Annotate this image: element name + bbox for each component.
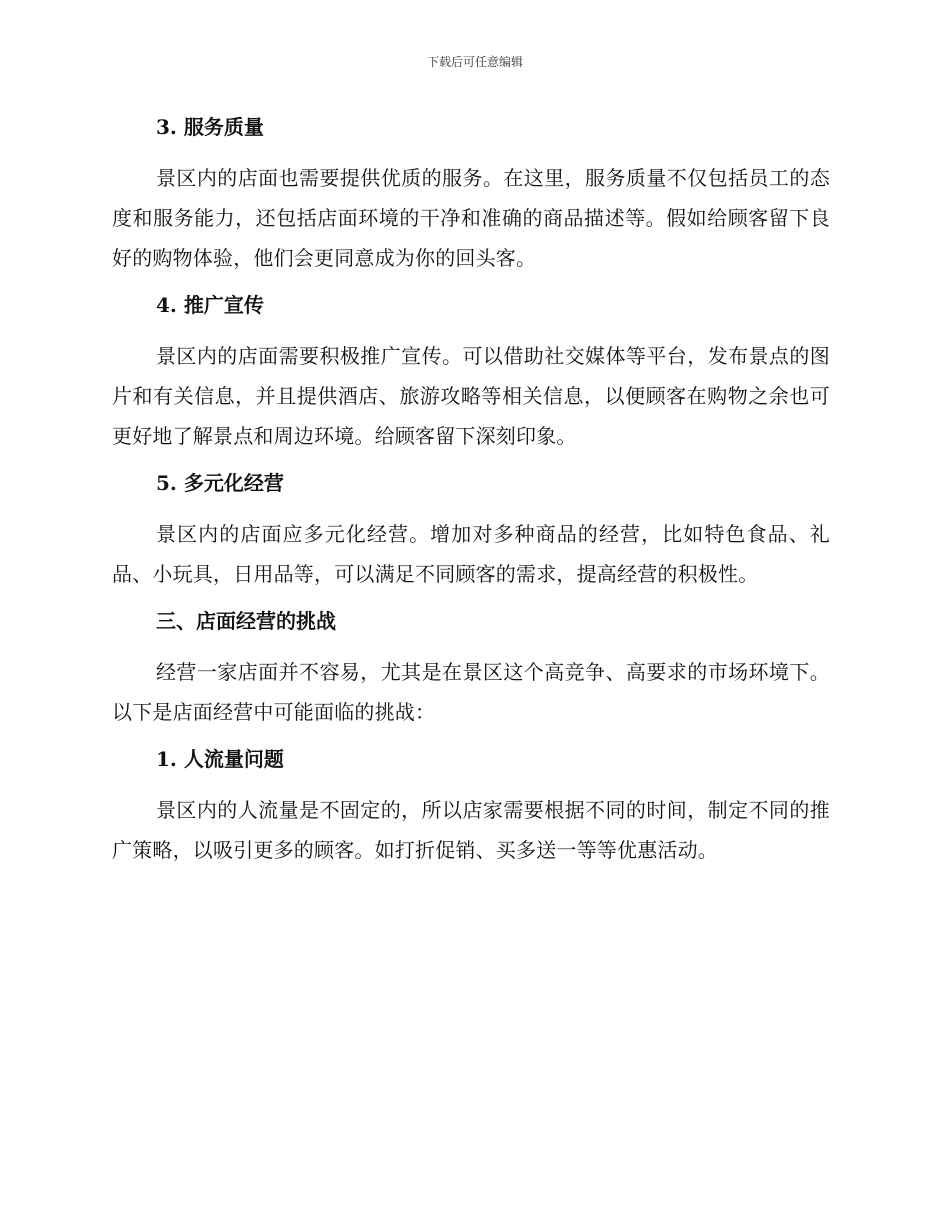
- section-heading-promotion: 4. 推广宣传: [156, 293, 264, 317]
- section-paragraph-challenges: 经营一家店面并不容易，尤其是在景区这个高竞争、高要求的市场环境下。以下是店面经营中可能面临的挑战：: [112, 660, 830, 724]
- document-body: [112, 112, 830, 870]
- section-heading-service-quality: 3. 服务质量: [156, 115, 264, 139]
- section-heading-foot-traffic: 1. 人流量问题: [156, 747, 284, 771]
- page-header: 下载后可任意编辑: [426, 55, 523, 69]
- section-heading-challenges: 三、店面经营的挑战: [156, 609, 336, 633]
- section-paragraph-foot-traffic: 景区内的人流量是不固定的，所以店家需要根据不同的时间，制定不同的推广策略，以吸引更多的顾客。如打折促销、买多送一等等优惠活动。: [112, 798, 830, 862]
- section-heading-diversification: 5. 多元化经营: [156, 471, 284, 495]
- section-paragraph-service-quality: 景区内的店面也需要提供优质的服务。在这里，服务质量不仅包括员工的态度和服务能力，还包括店面环境的干净和准确的商品描述等。假如给顾客留下良好的购物体验，他们会更同意成为你的回头客。: [112, 166, 830, 270]
- section-paragraph-diversification: 景区内的店面应多元化经营。增加对多种商品的经营，比如特色食品、礼品、小玩具，日用品等，可以满足不同顾客的需求，提高经营的积极性。: [112, 522, 830, 586]
- section-paragraph-promotion: 景区内的店面需要积极推广宣传。可以借助社交媒体等平台，发布景点的图片和有关信息，并且提供酒店、旅游攻略等相关信息，以便顾客在购物之余也可更好地了解景点和周边环境。给顾客留下深刻印象。: [112, 344, 830, 448]
